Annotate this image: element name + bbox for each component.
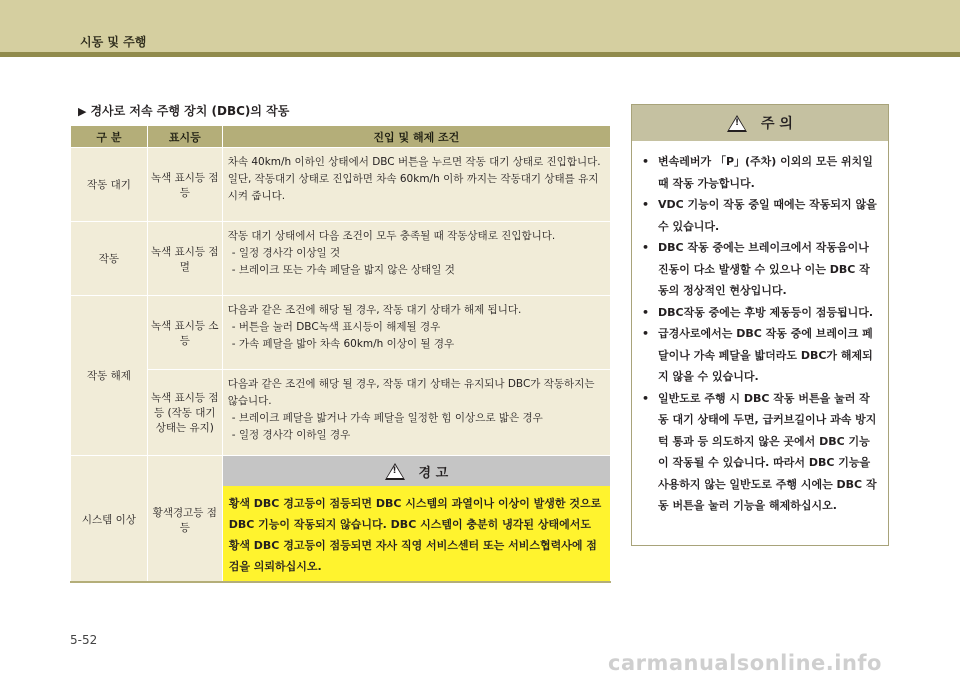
caution-list	[632, 141, 888, 517]
condition-line: 다음과 같은 조건에 해당 될 경우, 작동 대기 상태가 해제 됩니다.	[227, 304, 522, 316]
list-item	[642, 194, 878, 237]
bullet-glyph: •	[642, 327, 650, 340]
list-item	[642, 388, 878, 517]
caution-text: DBC작동 중에는 후방 제동등이 점등됩니다.	[658, 305, 874, 319]
caution-text: VDC 기능이 작동 중일 때에는 작동되지 않을 수 있습니다.	[658, 198, 877, 233]
col-header-category: 구 분	[71, 126, 148, 148]
table-row	[71, 148, 611, 222]
chapter-title: 시동 및 주행	[80, 35, 147, 49]
caution-text: 급경사로에서는 DBC 작동 중에 브레이크 페달이나 가속 페달을 밟더라도 DBC가 해제되지 않을 수 있습니다.	[658, 327, 873, 383]
condition-line: - 브레이크 또는 가속 페달을 밟지 않은 상태일 것	[231, 264, 455, 276]
condition-line: - 브레이크 페달을 밟거나 가속 페달을 일정한 힘 이상으로 밟은 경우	[231, 412, 543, 424]
row-indicator: 녹색 표시등 소등	[147, 296, 222, 370]
bullet-glyph: •	[642, 198, 650, 211]
page-number: 5-52	[70, 633, 98, 647]
condition-line: - 일정 경사각 이상일 것	[231, 247, 341, 259]
row-condition	[222, 370, 610, 456]
section-title-text: 경사로 저속 주행 장치 (DBC)의 작동	[90, 104, 290, 118]
header-rule	[0, 52, 960, 57]
condition-line: 다음과 같은 조건에 해당 될 경우, 작동 대기 상태는 유지되나 DBC가 작동하지는 않습니다.	[227, 378, 595, 407]
table-row	[71, 370, 611, 456]
table-header-row	[71, 126, 611, 148]
dbc-table	[70, 125, 611, 584]
caution-triangle-icon	[727, 115, 747, 132]
table-row	[71, 222, 611, 296]
condition-line: - 일정 경사각 이하일 경우	[231, 429, 351, 441]
row-indicator: 녹색 표시등 점멸	[147, 222, 222, 296]
row-category: 작동 대기	[71, 148, 148, 222]
warning-triangle-icon	[385, 463, 405, 480]
warning-header	[223, 456, 610, 486]
row-indicator: 녹색 표시등 점등	[147, 148, 222, 222]
list-item	[642, 237, 878, 302]
col-header-condition: 진입 및 해제 조건	[222, 126, 610, 148]
caution-box	[631, 104, 889, 546]
caution-header	[632, 105, 888, 141]
row-category: 작동	[71, 222, 148, 296]
row-indicator: 녹색 표시등 점등 (작동 대기 상태는 유지)	[147, 370, 222, 456]
row-condition	[222, 222, 610, 296]
caution-title: 주 의	[761, 116, 793, 132]
table-row	[71, 456, 611, 584]
caution-text: 변속레버가 「P」(주차) 이외의 모든 위치일 때 작동 가능합니다.	[658, 155, 873, 190]
warning-title: 경 고	[418, 465, 449, 481]
section-title	[78, 102, 289, 119]
exclamation-glyph: !	[392, 465, 397, 476]
exclamation-glyph: !	[735, 117, 740, 128]
caution-text: DBC 작동 중에는 브레이크에서 작동음이나 진동이 다소 발생할 수 있으나 이는 DBC 작동의 정상적인 현상입니다.	[658, 241, 870, 297]
row-condition	[222, 296, 610, 370]
condition-line: 차속 40km/h 이하인 상태에서 DBC 버튼을 누르면 작동 대기 상태로 진입합니다. 일단, 작동대기 상태로 진입하면 차속 60km/h 이하 까지는 작동대기 상태를 유지시켜 줍니다.	[227, 156, 601, 202]
condition-line: - 가속 페달을 밟아 차속 60km/h 이상이 될 경우	[231, 338, 455, 350]
bullet-glyph: •	[642, 155, 650, 168]
table-bottom-rule	[70, 581, 611, 583]
list-item	[642, 151, 878, 194]
warning-text: 황색 DBC 경고등이 점등되면 DBC 시스템의 과열이나 이상이 발생한 것으로 DBC 기능이 작동되지 않습니다. DBC 시스템이 충분히 냉각된 상태에서도 황색 DBC 경고등이 점등되면 자사 직영 서비스센터 또는 서비스협력사에 점검을 의뢰하십시오.	[228, 497, 602, 573]
table-row	[71, 296, 611, 370]
watermark: carmanualsonline.info	[608, 651, 882, 675]
row-condition	[222, 148, 610, 222]
bullet-glyph: •	[642, 391, 650, 405]
row-indicator: 황색경고등 점등	[147, 456, 222, 584]
caution-text: 일반도로 주행 시 DBC 작동 버튼을 눌러 작동 대기 상태에 두면, 급커브길이나 과속 방지턱 통과 등 의도하지 않은 곳에서 DBC 기능이 작동될 수 있습니다. 따라서 DBC 기능을 사용하지 않는 일반도로 주행 시에는 DBC 작동 버튼을 눌러 기능을 해제하십시오.	[658, 391, 877, 512]
warning-box	[222, 456, 610, 584]
row-category: 작동 해제	[71, 296, 148, 456]
col-header-indicator: 표시등	[147, 126, 222, 148]
list-item	[642, 302, 878, 324]
bullet-glyph: •	[642, 241, 650, 254]
bullet-glyph: •	[642, 305, 650, 319]
condition-line: - 버튼을 눌러 DBC녹색 표시등이 해제될 경우	[231, 321, 441, 333]
list-item	[642, 323, 878, 388]
section-marker: ▶	[78, 105, 87, 118]
condition-line: 작동 대기 상태에서 다음 조건이 모두 충족될 때 작동상태로 진입합니다.	[227, 230, 556, 242]
row-category: 시스템 이상	[71, 456, 148, 584]
